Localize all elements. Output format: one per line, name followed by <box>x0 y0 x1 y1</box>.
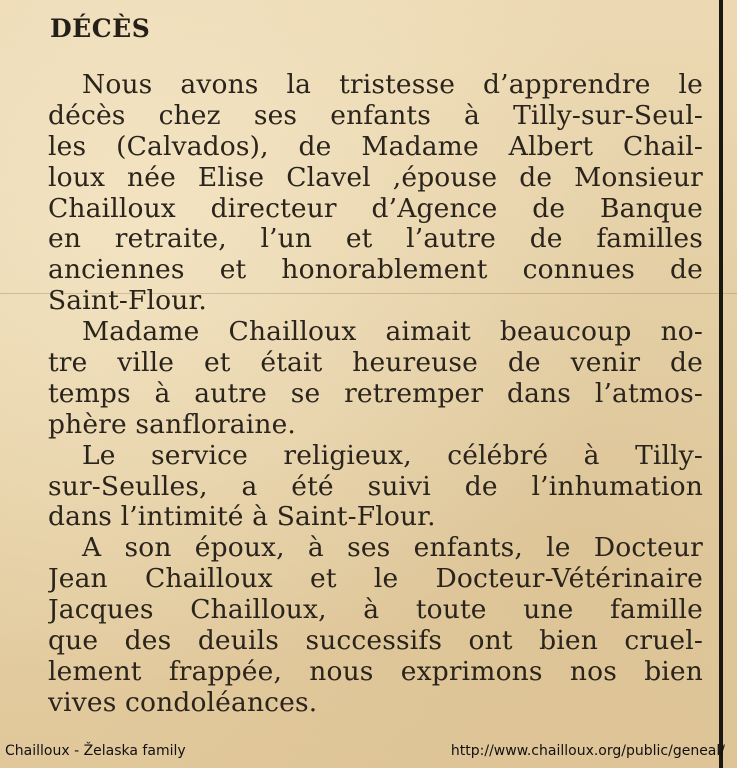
text-line: loux née Elise Clavel ,épouse de Monsieur <box>48 162 703 193</box>
text-line: Nous avons la tristesse d’apprendre le <box>82 70 703 100</box>
text-line: tre ville et était heureuse de venir de <box>48 348 703 379</box>
text-line: anciennes et honorablement connues de <box>48 255 703 286</box>
watermark-family: Chailloux - Želaska family <box>5 743 186 759</box>
text-line: Chailloux directeur d’Agence de Banque <box>48 193 703 224</box>
text-line: Madame Chailloux aimait beaucoup no- <box>82 317 703 348</box>
text-line: en retraite, l’un et l’autre de familles <box>48 224 703 255</box>
text-line: sur-Seulles, a été suivi de l’inhumation <box>48 471 703 502</box>
text-line: décès chez ses enfants à Tilly-sur-Seul- <box>48 100 703 131</box>
watermark-url: http://www.chailloux.org/public/geneal/ <box>450 743 725 759</box>
text-line: phère sanfloraine. <box>48 409 297 440</box>
text-line: les (Calvados), de Madame Albert Chail- <box>48 131 703 162</box>
text-line: Le service religieux, célébré à Tilly- <box>82 440 703 471</box>
text-line: lement frappée, nous exprimons nos bien <box>48 656 703 687</box>
text-line: A son époux, à ses enfants, le Docteur <box>82 533 703 564</box>
text-line: Jacques Chailloux, à toute une famille <box>48 595 703 626</box>
text-line: dans l’intimité à Saint-Flour. <box>48 502 436 533</box>
text-line: vives condoléances. <box>48 687 318 718</box>
text-line: temps à autre se retremper dans l’atmos- <box>48 378 703 409</box>
text-line: Jean Chailloux et le Docteur-Vétérinaire <box>48 564 703 595</box>
obituary-article <box>48 70 703 719</box>
text-line: que des deuils successifs ont bien cruel- <box>48 626 703 657</box>
column-rule <box>719 0 723 768</box>
text-line: Saint-Flour. <box>48 286 207 317</box>
headline: DÉCÈS <box>50 14 151 43</box>
